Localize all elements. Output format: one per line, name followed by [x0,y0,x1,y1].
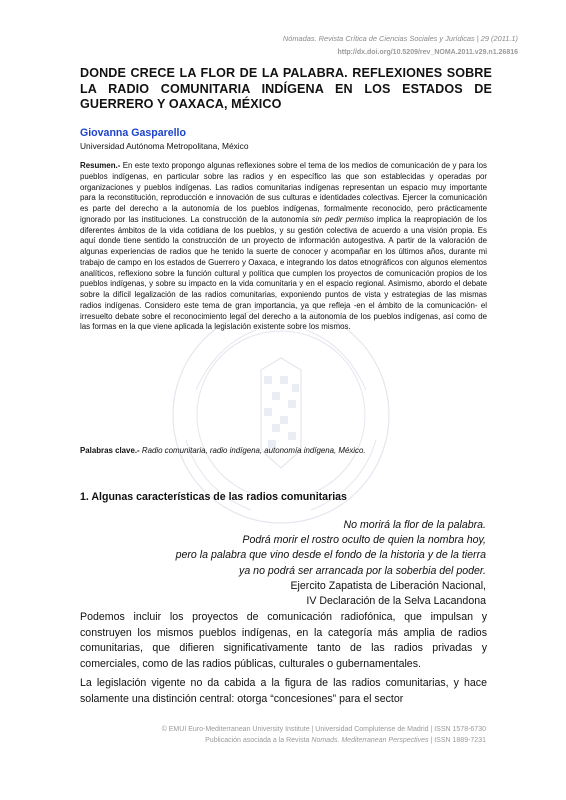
article-title: DONDE CRECE LA FLOR DE LA PALABRA. REFLEXIONES SOBRE LA RADIO COMUNITARIA INDÍGENA EN LOS ESTADOS DE GUERRERO Y OAXACA, MÉXICO [80,66,492,112]
author-affiliation: Universidad Autónoma Metropolitana, México [80,141,249,151]
keywords-text: Radio comunitaria, radio indígena, autonomía indígena, México. [141,446,366,455]
abstract-label: Resumen.- [80,161,121,170]
doi-link[interactable]: http://dx.doi.org/10.5209/rev_NOMA.2011.v29.n1.26816 [337,49,518,56]
body-paragraph: La legislación vigente no da cabida a la figura de las radios comunitarias, y hace solamente una distinción central: otorga “concesiones” para el sector [80,677,487,705]
epigraph-line: Podrá morir el rostro oculto de quien la nombra hoy, [242,534,486,547]
journal-header: Nómadas. Revista Crítica de Ciencias Sociales y Jurídicas | 29 (2011.1) [282,34,518,43]
epigraph [56,518,486,609]
epigraph-source: Ejercito Zapatista de Liberación Nacional, [290,579,486,592]
footer-publication-issn: | ISSN 1889-7231 [430,737,486,744]
keywords [80,446,487,455]
abstract-italic-phrase: sin pedir permiso [311,214,374,224]
footer-copyright: © EMUI Euro-Mediterranean University Institute | Universidad Complutense de Madrid | ISSN 1578-6730 [161,726,486,733]
footer-publication-prefix: Publicación asociada a la Revista [205,737,310,744]
keywords-label: Palabras clave.- [80,446,140,455]
abstract [80,161,487,333]
section-heading: 1. Algunas características de las radios comunitarias [80,491,347,503]
epigraph-line: No morirá la flor de la palabra. [343,519,486,531]
epigraph-line: ya no podrá ser arrancada por la soberbia del poder. [239,564,486,577]
body-paragraph: Podemos incluir los proyectos de comunicación radiofónica, que impulsan y construyen los mismos pueblos indígenas, en la categoría más amplia de radios comunitarias, que difieren significativamente tanto de las radios privadas y comerciales, como de las radios públicas, culturales o gubernamentales. [80,611,487,670]
footer-publication-journal: Nomads. Mediterranean Perspectives [311,737,429,744]
abstract-text-part2: implica la reapropiación de los diferentes ámbitos de la vida cotidiana de los pueblos, y su gestión colectiva de acuerdo a una visión propia. Es aquí donde tiene sentido la construcción de un proyecto de información autogestiva. A partir de la valoración de algunas experiencias de radios que he tenido la suerte de conocer y acompañar en los últimos años, durante mi trabajo de campo en los estados de Guerrero y Oaxaca, e integrando los datos etnográficos con algunos elementos analíticos, reflexiono sobre la función cultural y política que cumplen los proyectos de comunicación propios de los pueblos indígenas, y sobre su impacto en la vida comunitaria y en el espacio regional. Asimismo, abordo el debate sobre la difícil legalización de las radios comunitarias, exponiendo puntos de vista y estrategias de las mismas radios indígenas. Considero este tema de gran importancia, ya que refleja -en el ámbito de la comunicación- el irresuelto debate sobre el reconocimiento legal del derecho a la autonomía de los pueblos indígenas, así como de las formas en la que viene aplicada la legislación existente sobre los mismos. [80,214,487,332]
abstract-text-part1: En este texto propongo algunas reflexiones sobre el tema de los medios de comunicación de y para los pueblos indígenas, en particular sobre las radios y en específico las que son establecidas y operadas por organizaciones y pueblos indígenas. Las radios comunitarias indígenas representan un espacio muy importante para la reconstitución, reproducción e innovación de sus culturas e identidades colectivas. Ejercer la comunicación es parte del derecho a la autonomía de los pueblos indígenas, formalmente reconocido, pero prácticamente ignorado por las instituciones. La construcción de la autonomía [80,161,487,224]
footer-publication [205,737,486,744]
epigraph-line: pero la palabra que vino desde el fondo de la historia y de la tierra [175,549,486,562]
author-name: Giovanna Gasparello [80,127,186,139]
epigraph-source: IV Declaración de la Selva Lacandona [306,595,486,608]
